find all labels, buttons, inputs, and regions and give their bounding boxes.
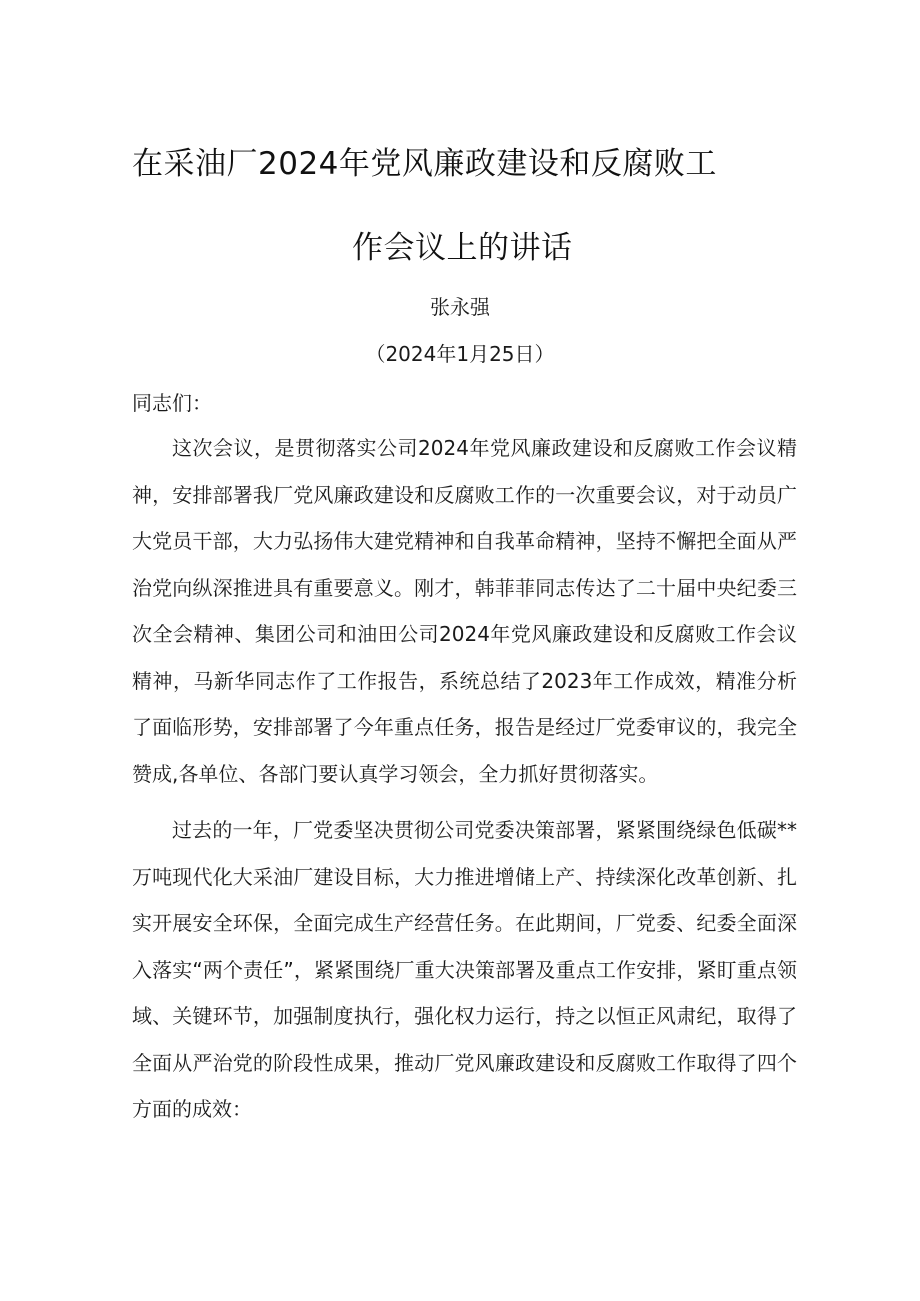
body-paragraph: 过去的一年，厂党委坚决贯彻公司党委决策部署，紧紧围绕绿色低碳**万吨现代化大采油厂建设目标，大力推进增储上产、持续深化改革创新、扎实开展安全环保，全面完成生产经营任务。在此期间，厂党委、纪委全面深入落实“两个责任”，紧紧围绕厂重大决策部署及重点工作安排，紧盯重点领域、关键环节，加强制度执行，强化权力运行，持之以恒正风肃纪，取得了全面从严治党的阶段性成果，推动厂党风廉政建设和反腐败工作取得了四个方面的成效： — [132, 818, 797, 1121]
salutation: 同志们： — [132, 391, 212, 415]
body-paragraph: 这次会议，是贯彻落实公司2024年党风廉政建设和反腐败工作会议精神，安排部署我厂党风廉政建设和反腐败工作的一次重要会议，对于动员广大党员干部，大力弘扬伟大建党精神和自我革命精神，坚持不懈把全面从严治党向纵深推进具有重要意义。刚才，韩菲菲同志传达了二十届中央纪委三次全会精神、集团公司和油田公司2024年党风廉政建设和反腐败工作会议精神，马新华同志作了工作报告，系统总结了2023年工作成效，精准分析了面临形势，安排部署了今年重点任务，报告是经过厂党委审议的，我完全赞成,各单位、各部门要认真学习领会，全力抓好贯彻落实。 — [132, 436, 797, 786]
document-title-line-2: 作会议上的讲话 — [352, 230, 573, 266]
document-title-line-1: 在采油厂2024年党风廉政建设和反腐败工 — [132, 146, 717, 182]
speech-date: （2024年1月25日） — [365, 342, 555, 366]
author-name: 张永强 — [430, 295, 490, 319]
